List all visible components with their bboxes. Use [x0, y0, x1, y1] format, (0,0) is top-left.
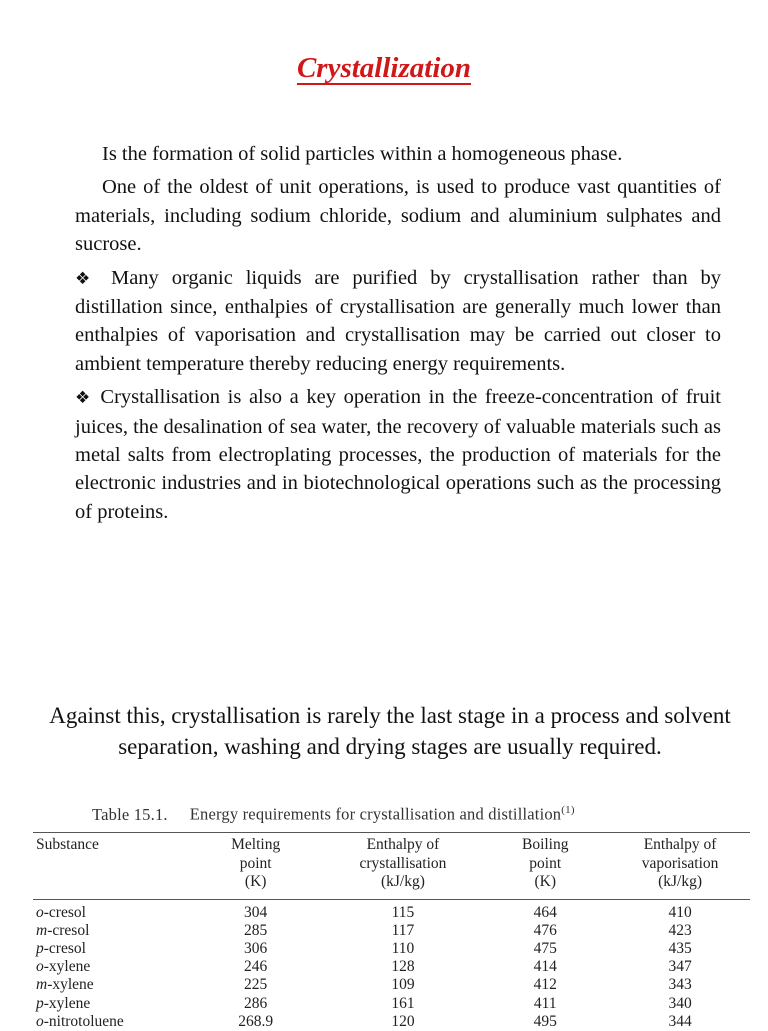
cell-enthalpy-vaporisation: 423: [668, 921, 692, 939]
cell-enthalpy-crystallisation: 128: [391, 958, 415, 976]
header-enthalpy-crystallisation: [326, 834, 481, 904]
cell-melting-point: 306: [244, 939, 268, 957]
header-line: Substance: [36, 836, 99, 853]
cell-substance: [33, 995, 186, 1013]
substance-name: -xylene: [43, 994, 91, 1012]
cell-substance: [33, 940, 186, 958]
cell-melting-point: 285: [244, 921, 268, 939]
body-text: [75, 140, 721, 531]
cell-melting-point: 304: [244, 903, 268, 921]
isomer-prefix: o: [36, 1012, 44, 1030]
bullet-paragraph: [75, 383, 721, 526]
header-line: Melting: [231, 836, 281, 853]
cell-substance: [33, 958, 186, 976]
header-line: Enthalpy of: [643, 836, 717, 853]
table-row: [33, 922, 750, 940]
page-title: Crystallization: [296, 52, 472, 84]
table-caption-text: Energy requirements for crystallisation and distillation: [189, 804, 562, 824]
cell-substance: [33, 922, 186, 940]
table-row: [33, 940, 750, 958]
cell-boiling-point: 411: [533, 994, 557, 1012]
paragraph: One of the oldest of unit operations, is used to produce vast quantities of materials, including sodium chloride, sodium and aluminium sulphates and sucrose.: [75, 176, 721, 256]
header-line: (kJ/kg): [380, 873, 425, 890]
header-line: point: [239, 854, 272, 872]
cell-enthalpy-crystallisation: 115: [391, 903, 415, 921]
diamond-bullet-icon: ❖: [75, 388, 93, 409]
energy-table: [33, 834, 750, 1031]
cell-enthalpy-vaporisation: 344: [668, 1012, 692, 1030]
cell-enthalpy-vaporisation: 343: [668, 976, 692, 994]
substance-name: -nitrotoluene: [43, 1012, 124, 1030]
cell-substance: [33, 976, 186, 994]
substance-name: -cresol: [43, 903, 86, 921]
cell-boiling-point: 495: [533, 1012, 557, 1030]
table-number: Table 15.1.: [92, 804, 168, 824]
cell-enthalpy-vaporisation: 347: [668, 958, 692, 976]
isomer-prefix: p: [36, 939, 44, 957]
cell-enthalpy-crystallisation: 110: [391, 939, 415, 957]
isomer-prefix: p: [36, 994, 44, 1012]
table-caption: [92, 804, 732, 825]
substance-name: -xylene: [43, 958, 91, 976]
table-body: [33, 904, 750, 1031]
header-boiling-point: [480, 834, 610, 904]
bullet-paragraph: [75, 264, 721, 379]
diamond-bullet-icon: ❖: [75, 268, 99, 289]
header-substance: [33, 834, 186, 904]
isomer-prefix: o: [36, 958, 44, 976]
cell-enthalpy-crystallisation: 109: [391, 976, 415, 994]
table-row: [33, 958, 750, 976]
isomer-prefix: m: [36, 976, 48, 994]
cell-melting-point: 268.9: [238, 1012, 274, 1030]
cell-melting-point: 246: [244, 958, 268, 976]
isomer-prefix: m: [36, 921, 48, 939]
cell-enthalpy-vaporisation: 340: [668, 994, 692, 1012]
header-line: vaporisation: [641, 854, 719, 872]
cell-boiling-point: 476: [533, 921, 557, 939]
substance-name: -cresol: [47, 921, 90, 939]
cell-melting-point: 286: [244, 994, 268, 1012]
table-row: [33, 1013, 750, 1031]
paragraph: Is the formation of solid particles within a homogeneous phase.: [102, 143, 623, 165]
conclusion-text: Against this, crystallisation is rarely the last stage in a process and solvent separation, washing and drying stages are usually required.: [49, 703, 731, 759]
table-top-rule: [33, 832, 750, 833]
table-caption-note: (1): [561, 804, 575, 816]
cell-boiling-point: 475: [533, 939, 557, 957]
cell-boiling-point: 412: [533, 976, 557, 994]
cell-melting-point: 225: [244, 976, 268, 994]
header-enthalpy-vaporisation: [610, 834, 750, 904]
table-row: [33, 995, 750, 1013]
header-melting-point: [186, 834, 326, 904]
cell-substance: [33, 904, 186, 922]
cell-boiling-point: 464: [533, 903, 557, 921]
cell-enthalpy-vaporisation: 435: [668, 939, 692, 957]
cell-boiling-point: 414: [533, 958, 557, 976]
cell-substance: [33, 1013, 186, 1031]
header-line: point: [529, 854, 562, 872]
bullet-text: Crystallisation is also a key operation in the freeze-concentration of fruit juices, the desalination of sea water, the recovery of valuable materials such as metal salts from electroplating processes, the production of materials for the electronic industries and in biotechnological operations such as the processing of proteins.: [75, 386, 721, 523]
table-row: [33, 976, 750, 994]
page-title-wrap: [0, 52, 768, 85]
header-line: (K): [244, 873, 267, 890]
header-line: Boiling: [521, 836, 569, 853]
table-header-row: [33, 834, 750, 904]
table-row: [33, 904, 750, 922]
cell-enthalpy-vaporisation: 410: [668, 903, 692, 921]
substance-name: -xylene: [47, 976, 94, 994]
header-line: (K): [534, 873, 556, 890]
isomer-prefix: o: [36, 903, 44, 921]
cell-enthalpy-crystallisation: 161: [391, 994, 415, 1012]
header-line: Enthalpy of: [366, 836, 440, 853]
header-line: crystallisation: [359, 854, 447, 872]
substance-name: -cresol: [43, 939, 86, 957]
bullet-text: Many organic liquids are purified by crystallisation rather than by distillation since, enthalpies of crystallisation are generally much lower than enthalpies of vaporisation and crystallisation may be carried out closer to ambient temperature thereby reducing energy requirements.: [75, 266, 721, 375]
cell-enthalpy-crystallisation: 117: [391, 921, 415, 939]
header-line: (kJ/kg): [658, 873, 703, 890]
cell-enthalpy-crystallisation: 120: [391, 1012, 415, 1030]
